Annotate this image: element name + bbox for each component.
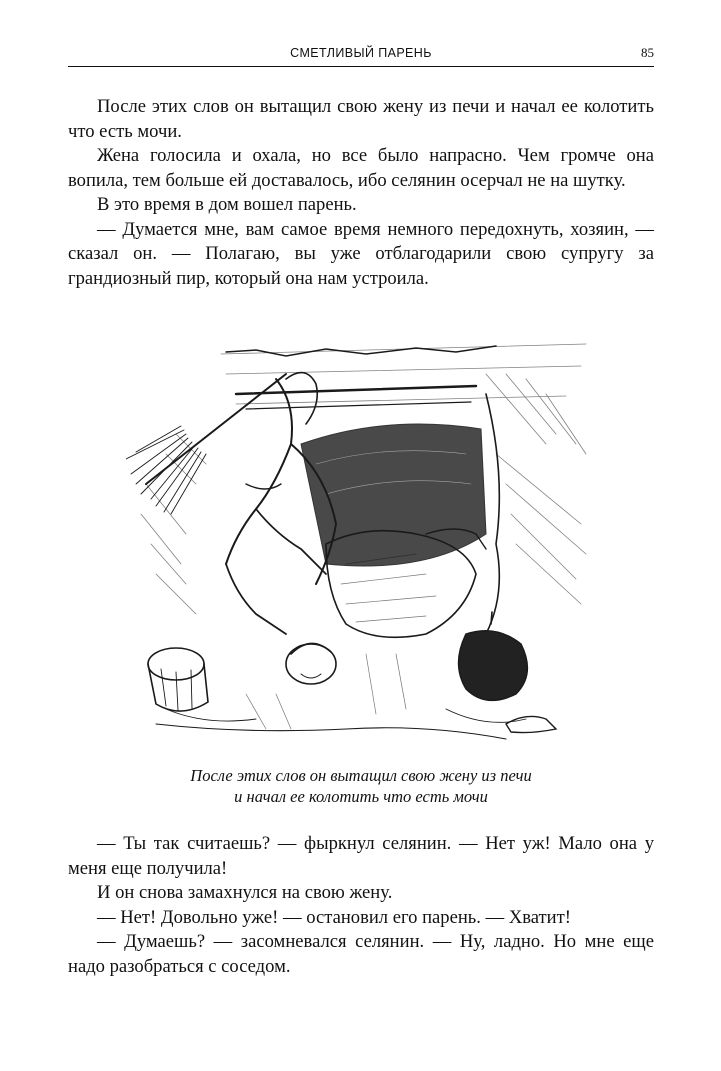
paragraph: Жена голосила и охала, но все было напрасно. Чем громче она вопила, тем больше ей доставалось, ибо селянин осерчал не на шутку. xyxy=(68,145,654,191)
text-block-bottom xyxy=(68,832,654,979)
paragraph: — Ты так считаешь? — фыркнул селянин. — Нет уж! Мало она у меня еще получила! xyxy=(68,833,654,879)
running-title: СМЕТЛИВЫЙ ПАРЕНЬ xyxy=(290,46,432,60)
paragraph: — Думаешь? — засомневался селянин. — Ну, ладно. Но мне еще надо разобраться с соседом. xyxy=(68,931,654,977)
caption-line: После этих слов он вытащил свою жену из печи xyxy=(190,766,532,785)
paragraph: — Думается мне, вам самое время немного передохнуть, хозяин, — сказал он. — Полагаю, вы уже отблагодарили свою супругу за грандиозный пир, который она нам устроила. xyxy=(68,218,654,289)
paragraph: — Нет! Довольно уже! — остановил его парень. — Хватит! xyxy=(97,906,571,928)
page-number: 85 xyxy=(641,45,654,60)
page-header xyxy=(68,44,654,67)
caption-line: и начал ее колотить что есть мочи xyxy=(234,787,488,806)
engraving-illustration-icon xyxy=(126,334,596,754)
paragraph: В это время в дом вошел парень. xyxy=(97,194,357,215)
paragraph: И он снова замахнулся на свою жену. xyxy=(97,882,393,903)
text-block-top xyxy=(68,95,654,291)
illustration-caption xyxy=(68,765,654,807)
paragraph: После этих слов он вытащил свою жену из печи и начал ее колотить что есть мочи. xyxy=(68,96,654,142)
